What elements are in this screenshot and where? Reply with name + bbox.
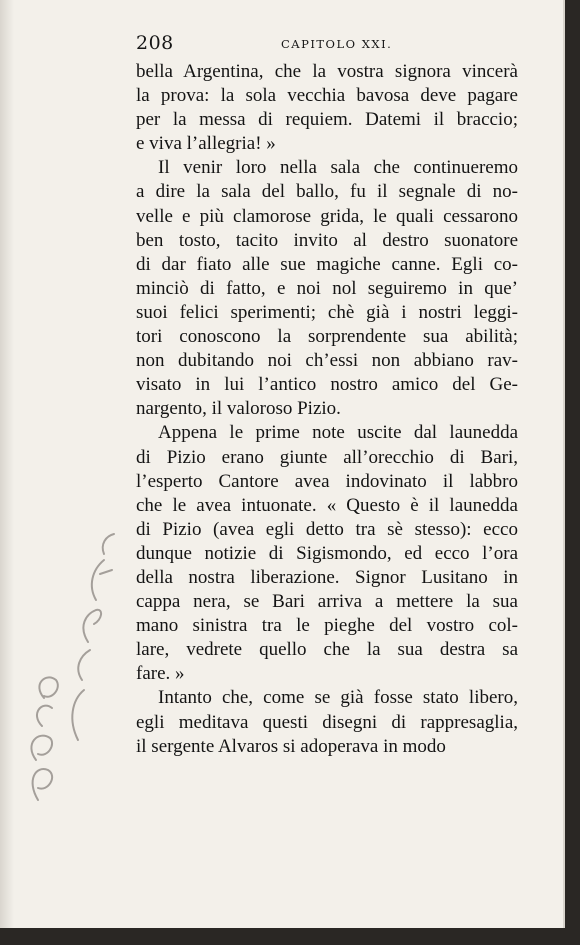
text-line: dunque notizie di Sigismondo, ed ecco l’ora [136, 542, 518, 564]
text-line: la prova: la sola vecchia bavosa deve pagare [136, 85, 518, 107]
text-line: suoi felici sperimenti; chè già i nostri leggi- [136, 301, 518, 323]
text-line: egli meditava questi disegni di rappresaglia, [136, 711, 518, 733]
text-line: Il venir loro nella sala che continueremo [158, 157, 518, 179]
text-line: non dubitando noi ch’essi non abbiano rav- [136, 350, 518, 372]
chapter-title: CAPITOLO XXI. [281, 37, 393, 51]
text-line: di Pizio (avea egli detto tra sè stesso): ecco [136, 518, 518, 540]
page-number: 208 [136, 32, 174, 54]
running-head [136, 32, 518, 58]
text-line: minciò di fatto, e noi nol seguiremo in que’ [136, 277, 518, 299]
text-line: nargento, il valoroso Pizio. [136, 398, 341, 420]
paragraph [136, 156, 518, 421]
text-line: visato in lui l’antico nostro amico del Ge- [136, 374, 518, 396]
text-line: e viva l’allegria! » [136, 133, 276, 155]
text-line: fare. » [136, 663, 185, 685]
text-line: per la messa di requiem. Datemi il braccio; [136, 109, 518, 131]
text-line: bella Argentina, che la vostra signora vincerà [136, 61, 518, 82]
paragraph [136, 686, 518, 758]
paragraph [136, 60, 518, 156]
text-line: velle e più clamorose grida, le quali cessarono [136, 205, 518, 227]
text-line: mano sinistra tra le pieghe del vostro col- [136, 615, 518, 637]
text-line: il sergente Alvaros si adoperava in modo [136, 735, 446, 757]
paragraph [136, 421, 518, 686]
body-text [136, 60, 518, 759]
text-line: ben tosto, tacito invito al destro suonatore [136, 229, 518, 251]
handwritten-marginal-note [8, 530, 128, 810]
text-line: a dire la sala del ballo, fu il segnale di no- [136, 181, 518, 203]
text-line: l’esperto Cantore avea indovinato il labbro [136, 470, 518, 492]
text-line: della nostra liberazione. Signor Lusitano in [136, 566, 518, 588]
text-line: di Pizio erano giunte all’orecchio di Bari, [136, 446, 518, 468]
page-gutter [0, 0, 14, 928]
text-line: lare, vedrete quello che la sua destra sa [136, 639, 518, 661]
text-line: Intanto che, come se già fosse stato libero, [158, 687, 518, 709]
text-line: Appena le prime note uscite dal launedda [158, 422, 518, 444]
text-line: di dar fiato alle sue magiche canne. Egli co- [136, 253, 518, 275]
text-line: che le avea intuonate. « Questo è il launedda [136, 494, 518, 516]
text-line: tori conoscono la sorprendente sua abilità; [136, 326, 518, 348]
text-line: cappa nera, se Bari arriva a mettere la sua [136, 591, 518, 613]
